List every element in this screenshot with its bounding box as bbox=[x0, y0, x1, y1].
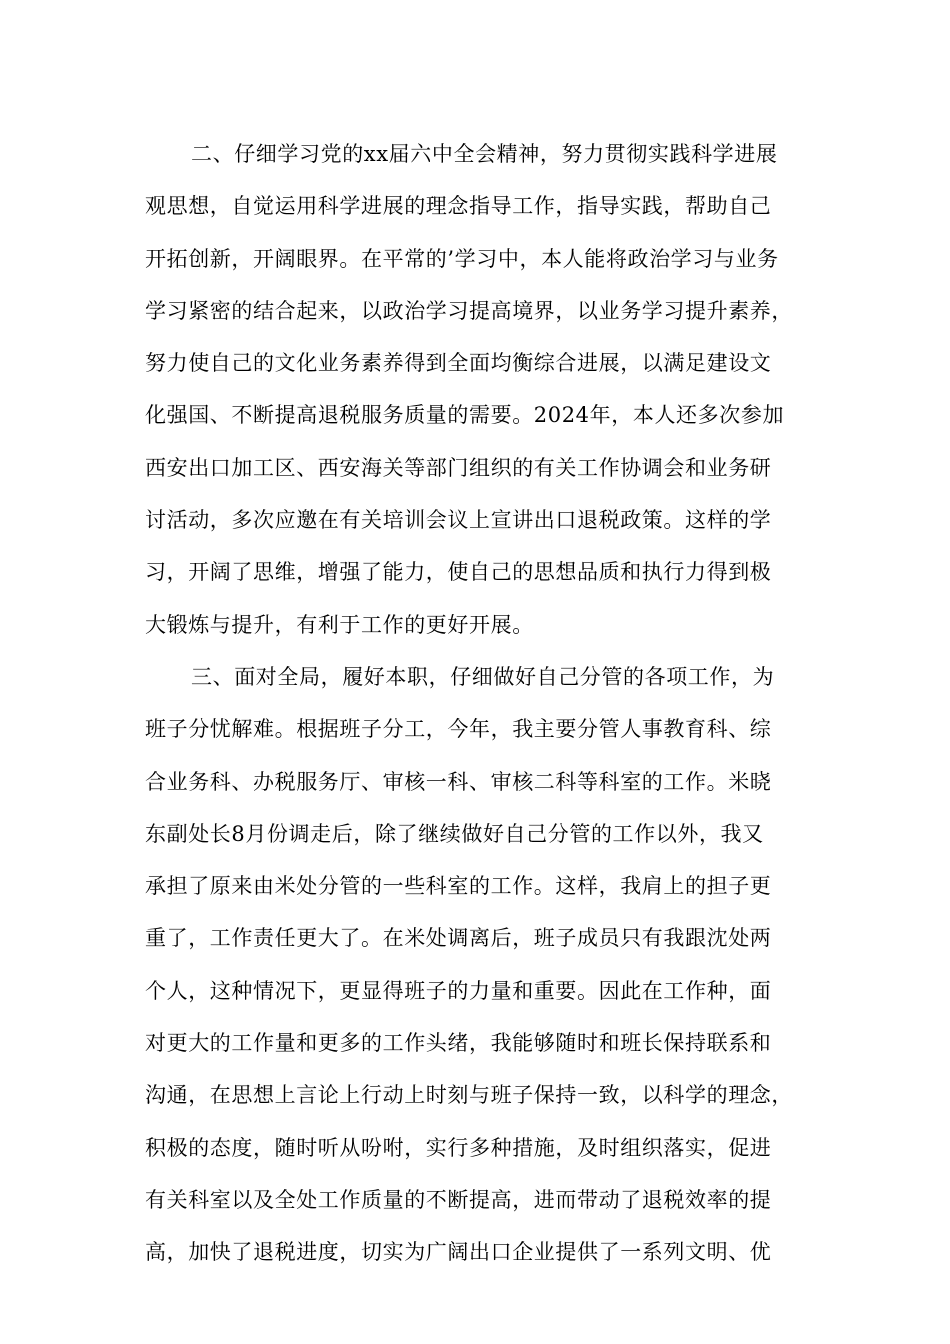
document-body bbox=[145, 128, 825, 1279]
paragraph-3-line-8: 对更大的工作量和更多的工作头绪，我能够随时和班长保持联系和 bbox=[145, 1031, 772, 1056]
paragraph-2-line-10: 大锻炼与提升，有利于工作的更好开展。 bbox=[145, 612, 534, 637]
paragraph-3-line-3: 合业务科、办税服务厅、审核一科、审核二科等科室的工作。米晓 bbox=[145, 769, 772, 794]
paragraph-2-line-7: 西安出口加工区、西安海关等部门组织的有关工作协调会和业务研 bbox=[145, 455, 772, 480]
paragraph-3-line-6: 重了，工作责任更大了。在米处调离后，班子成员只有我跟沈处两 bbox=[145, 926, 772, 951]
paragraph-2-line-1: 二、仔细学习党的xx届六中全会精神，努力贯彻实践科学进展 bbox=[191, 142, 778, 166]
paragraph-3-line-9: 沟通，在思想上言论上行动上时刻与班子保持一致，以科学的理念， bbox=[145, 1083, 793, 1108]
paragraph-2-line-3: 开拓创新，开阔眼界。在平常的’学习中，本人能将政治学习与业务 bbox=[145, 246, 779, 271]
paragraph-3-line-2: 班子分忧解难。根据班子分工，今年，我主要分管人事教育科、综 bbox=[145, 717, 772, 742]
paragraph-2-line-9: 习，开阔了思维，增强了能力，使自己的思想品质和执行力得到极 bbox=[145, 560, 772, 585]
paragraph-2-line-2: 观思想，自觉运用科学进展的理念指导工作，指导实践，帮助自己 bbox=[145, 194, 772, 219]
paragraph-2-line-6: 化强国、不断提高退税服务质量的需要。2024年，本人还多次参加 bbox=[145, 403, 785, 428]
paragraph-3-line-10: 积极的态度，随时听从吩咐，实行多种措施，及时组织落实，促进 bbox=[145, 1135, 772, 1160]
paragraph-2-line-8: 讨活动，多次应邀在有关培训会议上宣讲出口退税政策。这样的学 bbox=[145, 508, 772, 533]
paragraph-2-line-5: 努力使自己的文化业务素养得到全面均衡综合进展，以满足建设文 bbox=[145, 351, 772, 376]
paragraph-2-line-4: 学习紧密的结合起来，以政治学习提高境界，以业务学习提升素养， bbox=[145, 298, 793, 323]
paragraph-3-line-7: 个人，这种情况下，更显得班子的力量和重要。因此在工作种，面 bbox=[145, 978, 772, 1003]
paragraph-3-line-4: 东副处长8月份调走后，除了继续做好自己分管的工作以外，我又 bbox=[145, 821, 764, 846]
paragraph-3-line-1: 三、面对全局，履好本职，仔细做好自己分管的各项工作，为 bbox=[191, 664, 775, 689]
paragraph-3-line-12: 高，加快了退税进度，切实为广阔出口企业提供了一系列文明、优 bbox=[145, 1240, 772, 1265]
paragraph-3-line-11: 有关科室以及全处工作质量的不断提高，进而带动了退税效率的提 bbox=[145, 1187, 772, 1212]
paragraph-3-line-5: 承担了原来由米处分管的一些科室的工作。这样，我肩上的担子更 bbox=[145, 874, 772, 899]
